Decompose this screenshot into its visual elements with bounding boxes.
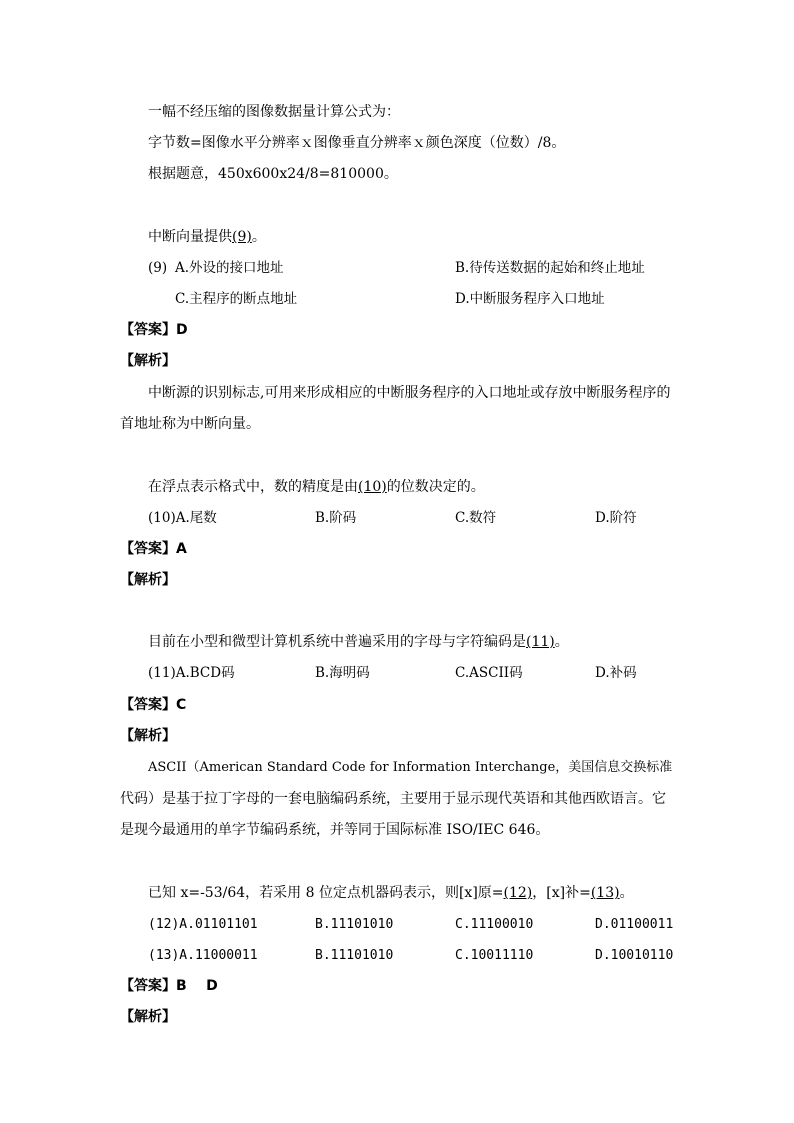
question-13-option-a: (13)A.11000011 [148,948,258,963]
question-12-option-c: C.11100010 [455,917,534,932]
question-11-option-a: (11)A.BCD码 [148,665,235,681]
question-12-option-b: B.11101010 [315,917,394,932]
question-12-stem: 已知 x=-53/64，若采用 8 位定点机器码表示，则[x]原=(12)，[x]补=(13)。 [148,885,634,901]
question-9-analysis-label: 【解析】 [120,353,176,369]
question-9-number: (9) [148,260,168,276]
question-10-option-a: (10)A.尾数 [148,510,217,526]
question-9-analysis-line-2: 首地址称为中断向量。 [120,416,260,432]
question-11-answer: 【答案】C [120,697,187,713]
question-13-option-d: D.10010110 [595,948,674,963]
question-13-option-b: B.11101010 [315,948,394,963]
question-9-blank: (9) [232,229,252,245]
paragraph-calculation: 根据题意，450x600x24/8=810000。 [148,166,398,182]
question-10-blank: (10) [358,479,387,495]
question-11-analysis-label: 【解析】 [120,728,176,744]
question-9-answer: 【答案】D [120,322,188,338]
question-12-blank: (12) [503,885,533,901]
question-10-answer: 【答案】A [120,541,187,557]
question-12-analysis-label: 【解析】 [120,1009,176,1025]
question-9-analysis-line-1: 中断源的识别标志,可用来形成相应的中断服务程序的入口地址或存放中断服务程序的 [148,385,671,401]
question-10-option-b: B.阶码 [315,510,357,526]
question-11-analysis-line-1: ASCII（American Standard Code for Information Interchange，美国信息交换标准 [148,760,673,775]
question-13-blank: (13) [590,885,620,901]
paragraph-formula-intro: 一幅不经压缩的图像数据量计算公式为： [148,104,400,120]
paragraph-formula: 字节数=图像水平分辨率ｘ图像垂直分辨率ｘ颜色深度（位数）/8。 [148,135,566,151]
question-11-option-d: D.补码 [595,665,637,681]
question-11-option-c: C.ASCII码 [455,665,523,681]
question-11-stem: 目前在小型和微型计算机系统中普遍采用的字母与字符编码是(11)。 [148,634,569,650]
question-9-option-d: D.中断服务程序入口地址 [455,291,605,307]
question-10-analysis-label: 【解析】 [120,572,176,588]
question-9-option-c: C.主程序的断点地址 [175,291,298,307]
question-9-stem: 中断向量提供(9)。 [148,229,266,245]
question-12-answer: 【答案】B D [120,978,218,994]
question-9-option-b: B.待传送数据的起始和终止地址 [455,260,645,276]
question-12-option-a: (12)A.01101101 [148,917,258,932]
question-11-blank: (11) [526,634,555,650]
question-11-analysis-line-3: 是现今最通用的单字节编码系统，并等同于国际标准 ISO/IEC 646。 [120,822,550,838]
question-12-option-d: D.01100011 [595,917,674,932]
question-10-option-c: C.数符 [455,510,497,526]
question-11-option-b: B.海明码 [315,665,370,681]
question-9-option-a: A.外设的接口地址 [175,260,284,276]
question-11-analysis-line-2: 代码）是基于拉丁字母的一套电脑编码系统，主要用于显示现代英语和其他西欧语言。它 [120,791,666,807]
question-10-stem: 在浮点表示格式中，数的精度是由(10)的位数决定的。 [148,479,485,495]
question-13-option-c: C.10011110 [455,948,534,963]
question-10-option-d: D.阶符 [595,510,637,526]
